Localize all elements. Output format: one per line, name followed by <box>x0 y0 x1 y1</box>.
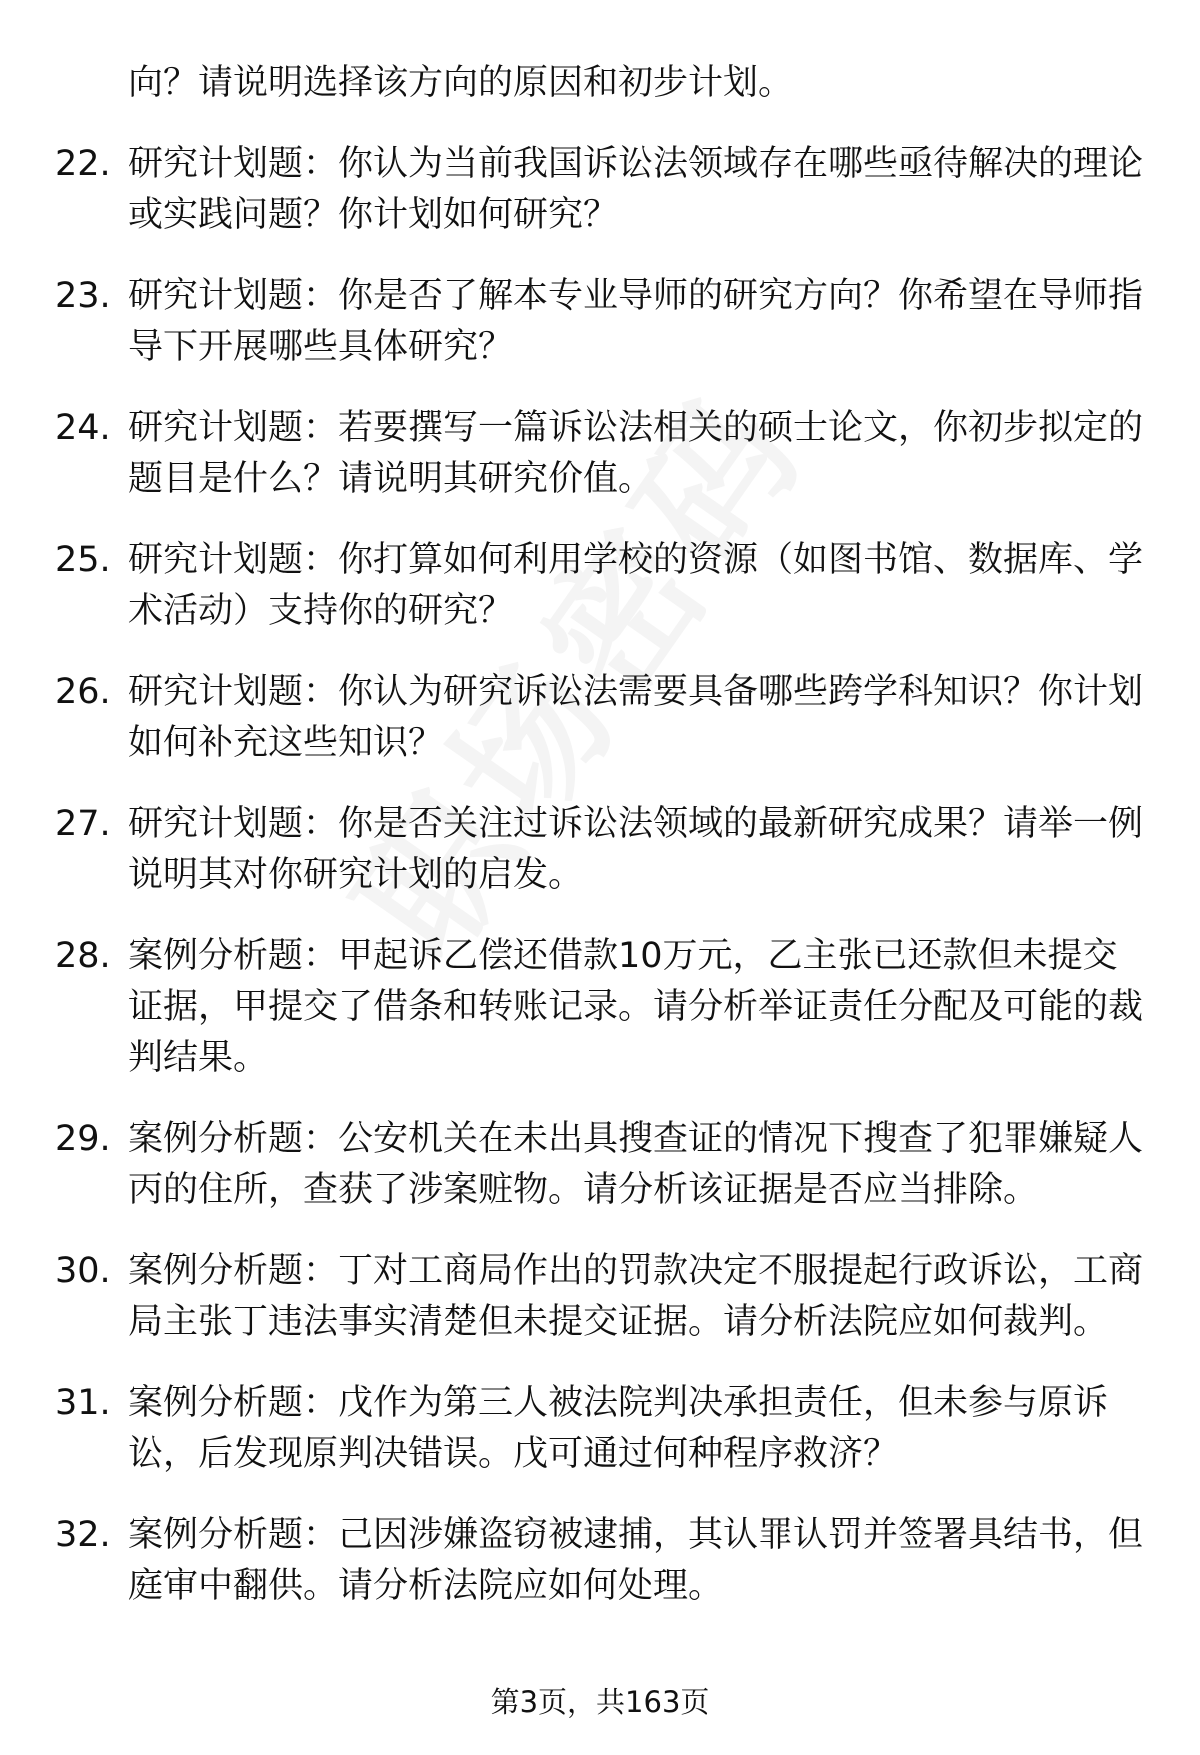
question-number: 27. <box>55 804 111 844</box>
question-item-23 <box>0 271 1200 373</box>
question-number: 22. <box>55 144 111 184</box>
question-text: 研究计划题：你认为当前我国诉讼法领域存在哪些亟待解决的理论或实践问题？你计划如何研究？ <box>128 144 1144 235</box>
question-text: 案例分析题：戊作为第三人被法院判决承担责任，但未参与原诉讼，后发现原判决错误。戊可通过何种程序救济？ <box>128 1383 1109 1474</box>
question-number: 30. <box>55 1251 111 1291</box>
question-text: 研究计划题：你认为研究诉讼法需要具备哪些跨学科知识？你计划如何补充这些知识？ <box>128 672 1144 763</box>
question-number: 32. <box>55 1515 111 1555</box>
question-number: 28. <box>55 936 111 976</box>
question-number: 29. <box>55 1119 111 1159</box>
question-item-27 <box>0 799 1200 901</box>
question-text: 研究计划题：你是否了解本专业导师的研究方向？你希望在导师指导下开展哪些具体研究？ <box>128 276 1144 367</box>
question-continuation <box>0 58 1200 109</box>
question-text: 研究计划题：若要撰写一篇诉讼法相关的硕士论文，你初步拟定的题目是什么？请说明其研究价值。 <box>128 408 1144 499</box>
question-item-22 <box>0 139 1200 241</box>
question-item-28 <box>0 931 1200 1084</box>
question-item-30 <box>0 1246 1200 1348</box>
question-text: 案例分析题：公安机关在未出具搜查证的情况下搜查了犯罪嫌疑人丙的住所，查获了涉案赃物。请分析该证据是否应当排除。 <box>128 1119 1144 1210</box>
question-text: 研究计划题：你是否关注过诉讼法领域的最新研究成果？请举一例说明其对你研究计划的启发。 <box>128 804 1144 895</box>
question-text: 向？请说明选择该方向的原因和初步计划。 <box>128 63 794 103</box>
question-item-32 <box>0 1510 1200 1612</box>
question-text: 研究计划题：你打算如何利用学校的资源（如图书馆、数据库、学术活动）支持你的研究？ <box>128 540 1144 631</box>
question-list <box>0 58 1200 1642</box>
question-number: 24. <box>55 408 111 448</box>
page-footer: 第3页，共163页 <box>490 1685 710 1719</box>
question-number: 23. <box>55 276 111 316</box>
question-item-25 <box>0 535 1200 637</box>
question-item-29 <box>0 1114 1200 1216</box>
question-text: 案例分析题：丁对工商局作出的罚款决定不服提起行政诉讼，工商局主张丁违法事实清楚但未提交证据。请分析法院应如何裁判。 <box>128 1251 1144 1342</box>
question-number: 25. <box>55 540 111 580</box>
question-text: 案例分析题：己因涉嫌盗窃被逮捕，其认罪认罚并签署具结书，但庭审中翻供。请分析法院应如何处理。 <box>128 1515 1144 1606</box>
question-item-26 <box>0 667 1200 769</box>
question-number: 31. <box>55 1383 111 1423</box>
question-number: 26. <box>55 672 111 712</box>
question-item-31 <box>0 1378 1200 1480</box>
question-item-24 <box>0 403 1200 505</box>
question-text: 案例分析题：甲起诉乙偿还借款10万元，乙主张已还款但未提交证据，甲提交了借条和转账记录。请分析举证责任分配及可能的裁判结果。 <box>128 936 1144 1078</box>
